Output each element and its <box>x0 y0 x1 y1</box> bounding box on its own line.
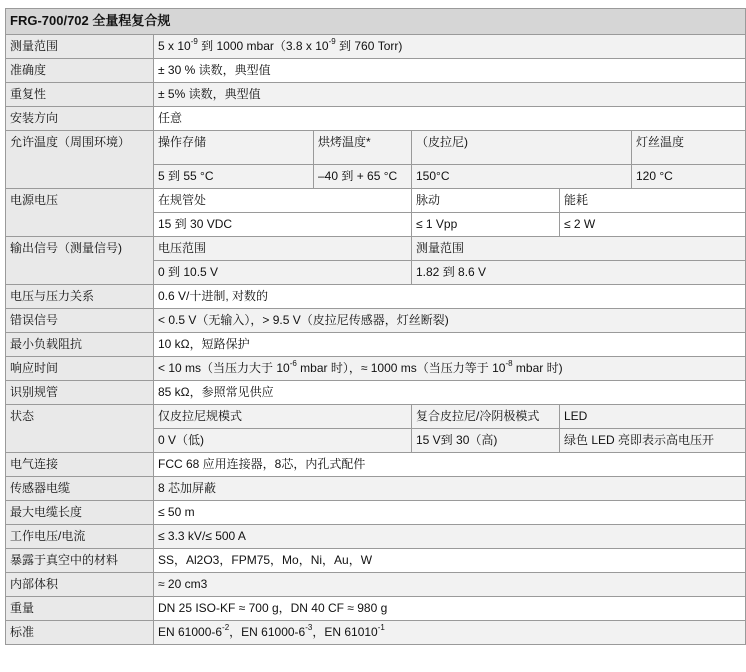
row-accuracy <box>6 59 746 83</box>
label-output: 输出信号（测量信号) <box>6 237 154 285</box>
row-electrical <box>6 453 746 477</box>
row-load <box>6 333 746 357</box>
status-value-3: 绿色 LED 亮即表示高电压开 <box>560 429 746 453</box>
label-mount: 安装方向 <box>6 107 154 131</box>
label-electrical: 电气连接 <box>6 453 154 477</box>
status-value-1: 0 V（低) <box>154 429 412 453</box>
row-materials <box>6 549 746 573</box>
temp-value-1: 5 到 55 °C <box>154 165 314 189</box>
label-error: 错误信号 <box>6 309 154 333</box>
status-value-2: 15 V到 30（高) <box>412 429 560 453</box>
label-ident: 识别规管 <box>6 381 154 405</box>
label-range: 测量范围 <box>6 35 154 59</box>
output-value-2: 1.82 到 8.6 V <box>412 261 746 285</box>
value-cable: 8 芯加屏蔽 <box>154 477 746 501</box>
row-range <box>6 35 746 59</box>
row-relation <box>6 285 746 309</box>
temp-value-4: 120 °C <box>632 165 746 189</box>
output-head-1: 电压范围 <box>154 237 412 261</box>
row-status-head <box>6 405 746 429</box>
spec-table <box>5 8 746 645</box>
label-volume: 内部体积 <box>6 573 154 597</box>
temp-value-3: 150°C <box>412 165 632 189</box>
temp-head-2: 烘烤温度* <box>314 131 412 165</box>
power-value-1: 15 到 30 VDC <box>154 213 412 237</box>
row-ident <box>6 381 746 405</box>
label-relation: 电压与压力关系 <box>6 285 154 309</box>
temp-head-1: 操作存储 <box>154 131 314 165</box>
value-electrical: FCC 68 应用连接器，8芯，内孔式配件 <box>154 453 746 477</box>
row-response <box>6 357 746 381</box>
value-work: ≤ 3.3 kV/≤ 500 A <box>154 525 746 549</box>
label-temp: 允许温度（周围环境） <box>6 131 154 189</box>
value-cable-length: ≤ 50 m <box>154 501 746 525</box>
row-cable <box>6 477 746 501</box>
label-cable-length: 最大电缆长度 <box>6 501 154 525</box>
label-load: 最小负载阻抗 <box>6 333 154 357</box>
power-value-2: ≤ 1 Vpp <box>412 213 560 237</box>
row-repeat <box>6 83 746 107</box>
value-volume: ≈ 20 cm3 <box>154 573 746 597</box>
row-work <box>6 525 746 549</box>
label-work: 工作电压/电流 <box>6 525 154 549</box>
row-standard <box>6 621 746 645</box>
label-response: 响应时间 <box>6 357 154 381</box>
output-value-1: 0 到 10.5 V <box>154 261 412 285</box>
value-repeat: ± 5% 读数，典型值 <box>154 83 746 107</box>
label-cable: 传感器电缆 <box>6 477 154 501</box>
table-title: FRG-700/702 全量程复合规 <box>6 9 746 35</box>
value-accuracy: ± 30 % 读数，典型值 <box>154 59 746 83</box>
output-head-2: 测量范围 <box>412 237 746 261</box>
label-repeat: 重复性 <box>6 83 154 107</box>
label-power: 电源电压 <box>6 189 154 237</box>
row-temp-head <box>6 131 746 165</box>
power-head-3: 能耗 <box>560 189 746 213</box>
row-output-head <box>6 237 746 261</box>
status-head-2: 复合皮拉尼/冷阴极模式 <box>412 405 560 429</box>
value-mount: 任意 <box>154 107 746 131</box>
row-mount <box>6 107 746 131</box>
status-head-1: 仅皮拉尼规模式 <box>154 405 412 429</box>
label-accuracy: 准确度 <box>6 59 154 83</box>
power-head-1: 在规管处 <box>154 189 412 213</box>
value-load: 10 kΩ，短路保护 <box>154 333 746 357</box>
value-materials: SS，Al2O3，FPM75，Mo，Ni，Au，W <box>154 549 746 573</box>
row-power-head <box>6 189 746 213</box>
row-error <box>6 309 746 333</box>
row-weight <box>6 597 746 621</box>
value-error: < 0.5 V（无输入），> 9.5 V（皮拉尼传感器，灯丝断裂) <box>154 309 746 333</box>
label-materials: 暴露于真空中的材料 <box>6 549 154 573</box>
temp-head-4: 灯丝温度 <box>632 131 746 165</box>
label-weight: 重量 <box>6 597 154 621</box>
value-standard: EN $61000-6^{-2}$，EN $61000-6^{-3}$，EN $61010^{-1}$ <box>154 621 746 645</box>
power-value-3: ≤ 2 W <box>560 213 746 237</box>
power-head-2: 脉动 <box>412 189 560 213</box>
label-standard: 标准 <box>6 621 154 645</box>
value-ident: 85 kΩ，参照常见供应 <box>154 381 746 405</box>
value-response: < 10 ms（当压力大于 $10^{-6}$ mbar 时），≈ 1000 ms（当压力等于 $10^{-8}$ mbar 时) <box>154 357 746 381</box>
value-relation: 0.6 V/十进制, 对数的 <box>154 285 746 309</box>
label-status: 状态 <box>6 405 154 453</box>
status-head-3: LED <box>560 405 746 429</box>
value-weight: DN 25 ISO-KF ≈ 700 g，DN 40 CF ≈ 980 g <box>154 597 746 621</box>
temp-head-3: （皮拉尼) <box>412 131 632 165</box>
temp-value-2: –40 到 + 65 °C <box>314 165 412 189</box>
value-range: 5 x $10^{-9}$ 到 1000 mbar（3.8 x $10^{-9}$ 到 760 Torr) <box>154 35 746 59</box>
row-cable-length <box>6 501 746 525</box>
row-volume <box>6 573 746 597</box>
